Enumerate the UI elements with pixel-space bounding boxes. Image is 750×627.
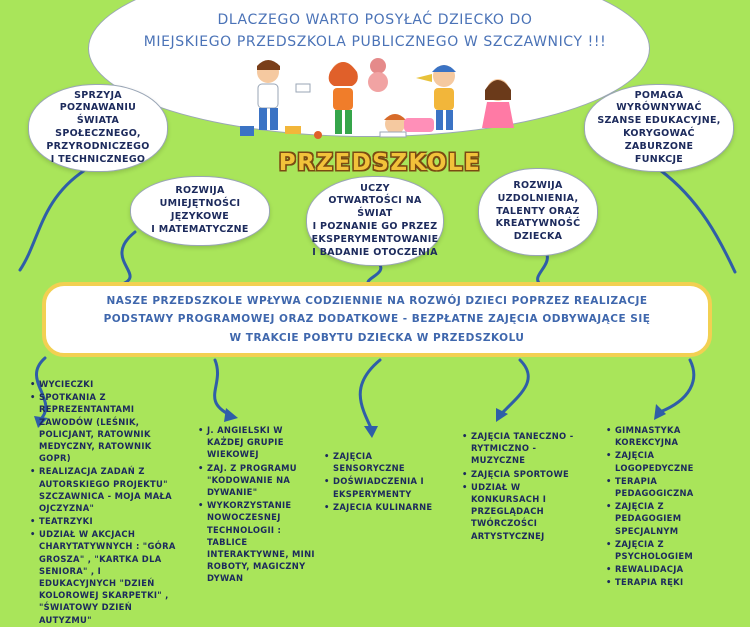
list-item: • SPOTKANIA Z REPREZENTANTAMI ZAWODÓW (LEŚNIK, POLICJANT, RATOWNIK MEDYCZNY, RATOWNIK GOPR) (30, 391, 180, 464)
teddy-bear-icon (368, 58, 388, 92)
banner-line: W TRAKCIE POBYTU DZIECKA W PRZEDSZKOLU (229, 331, 525, 344)
child-girl-icon (482, 79, 514, 128)
preschool-logo-text: PRZEDSZKOLE (278, 150, 482, 176)
bubble-text: KREATYWNOŚĆ (495, 218, 581, 230)
list-item: • UDZIAŁ W AKCJACH CHARYTATYWNYCH : "GÓRA GROSZA" , "KARTKA DLA SENIORA" , I EDUKACYJNYCH "DZIEŃ KOLOROWEJ SKARPETKI" , "ŚWIATOWY DZIEŃ AUTYZMU" (30, 528, 180, 626)
bubble-text: UCZY (360, 182, 390, 194)
bubble-text: JĘZYKOWE (170, 211, 230, 222)
child-figure-icon (329, 62, 358, 134)
bubble-text: I POZNANIE GO PRZEZ (312, 221, 438, 232)
list-item: • ZAJĘCIA SPORTOWE (462, 468, 582, 480)
bubble-text: TALENTY ORAZ (496, 205, 580, 217)
benefit-bubble-social-world (28, 84, 168, 172)
page-title-line2: MIEJSKIEGO PRZEDSZKOLA PUBLICZNEGO W SZCZAWNICY !!! (143, 34, 607, 50)
list-item: • DOŚWIADCZENIA I EKSPERYMENTY (324, 475, 444, 499)
list-item: • ZAJĘCIA TANECZNO - RYTMICZNO - MUZYCZNE (462, 430, 582, 467)
bubble-text: KORYGOWAĆ ZABURZONE (623, 128, 695, 152)
bubble-text: SZANSE EDUKACYJNE, (597, 115, 721, 127)
list-item: • ZAJĘCIA Z PEDAGOGIEM SPECJALNYM (606, 500, 726, 537)
bubble-text: DZIECKA (513, 231, 563, 243)
page-title-line1: DLACZEGO WARTO POSYŁAĆ DZIECKO DO (217, 12, 533, 28)
benefit-bubble-openness (306, 176, 444, 266)
list-item: • TERAPIA RĘKI (606, 576, 726, 588)
child-reading-icon (380, 114, 434, 137)
list-item: • TEATRZYKI (30, 515, 180, 527)
activity-list-languages (198, 424, 316, 585)
bubble-text: ROZWIJA UMIEJĘTNOŚCI (159, 185, 241, 210)
list-item: • ZAJ. Z PROGRAMU "KODOWANIE NA DYWANIE" (198, 462, 316, 499)
activity-list-trips (30, 378, 180, 627)
list-item: • UDZIAŁ W KONKURSACH I PRZEGLĄDACH TWÓRCZOŚCI ARTYSTYCZNEJ (462, 481, 582, 542)
bubble-text: I BADANIE OTOCZENIA (312, 246, 438, 258)
list-item: • ZAJĘCIA LOGOPEDYCZNE (606, 449, 726, 473)
bubble-text: FUNKCJE (634, 153, 684, 165)
main-banner (42, 282, 712, 357)
activity-list-therapy (606, 424, 726, 589)
toy-icon (240, 84, 322, 139)
bubble-text: PRZYRODNICZEGO (46, 140, 150, 152)
list-item: • WYCIECZKI (30, 378, 180, 390)
activity-list-sensory (324, 450, 444, 514)
benefit-bubble-equal-chances (584, 84, 734, 172)
bubble-text: I TECHNICZNEGO (50, 153, 146, 165)
bubble-text: POMAGA WYRÓWNYWAĆ (616, 89, 702, 114)
list-item: • ZAJĘCIA Z PSYCHOLOGIEM (606, 538, 726, 562)
bubble-text: EKSPERYMENTOWANIE (311, 233, 439, 245)
list-item: • WYKORZYSTANIE NOWOCZESNEJ TECHNOLOGII : TABLICE INTERAKTYWNE, MINI ROBOTY, MAGICZNY DYWAN (198, 499, 316, 584)
list-item: • TERAPIA PEDAGOGICZNA (606, 475, 726, 499)
list-item: • REALIZACJA ZADAŃ Z AUTORSKIEGO PROJEKTU" SZCZAWNICA - MOJA MAŁA OJCZYZNA" (30, 465, 180, 514)
banner-line: NASZE PRZEDSZKOLE WPŁYWA CODZIENNIE NA ROZWÓJ DZIECI POPRZEZ REALIZACJE (106, 294, 648, 307)
list-item: • ZAJECIA KULINARNE (324, 501, 444, 513)
bubble-text: UZDOLNIENIA, (497, 192, 579, 204)
banner-line: PODSTAWY PROGRAMOWEJ ORAZ DODATKOWE - BEZPŁATNE ZAJĘCIA ODBYWAJĄCE SIĘ (103, 313, 651, 326)
list-item: • GIMNASTYKA KOREKCYJNA (606, 424, 726, 448)
bubble-text: I MATEMATYCZNE (151, 223, 249, 235)
bubble-text: SPRZYJA POZNAWANIU (59, 89, 137, 114)
benefit-bubble-talents (478, 168, 598, 256)
child-figure-icon (257, 60, 280, 130)
list-item: • REWALIDACJA (606, 563, 726, 575)
bubble-text: ROZWIJA (513, 179, 563, 191)
benefit-bubble-language-math (130, 176, 270, 246)
list-item: • J. ANGIELSKI W KAŻDEJ GRUPIE WIEKOWEJ (198, 424, 316, 461)
bubble-text: ŚWIATA SPOŁECZNEGO, (55, 115, 141, 139)
activity-list-arts (462, 430, 582, 543)
bubble-text: OTWARTOŚCI NA ŚWIAT (328, 195, 422, 220)
list-item: • ZAJĘCIA SENSORYCZNE (324, 450, 444, 474)
